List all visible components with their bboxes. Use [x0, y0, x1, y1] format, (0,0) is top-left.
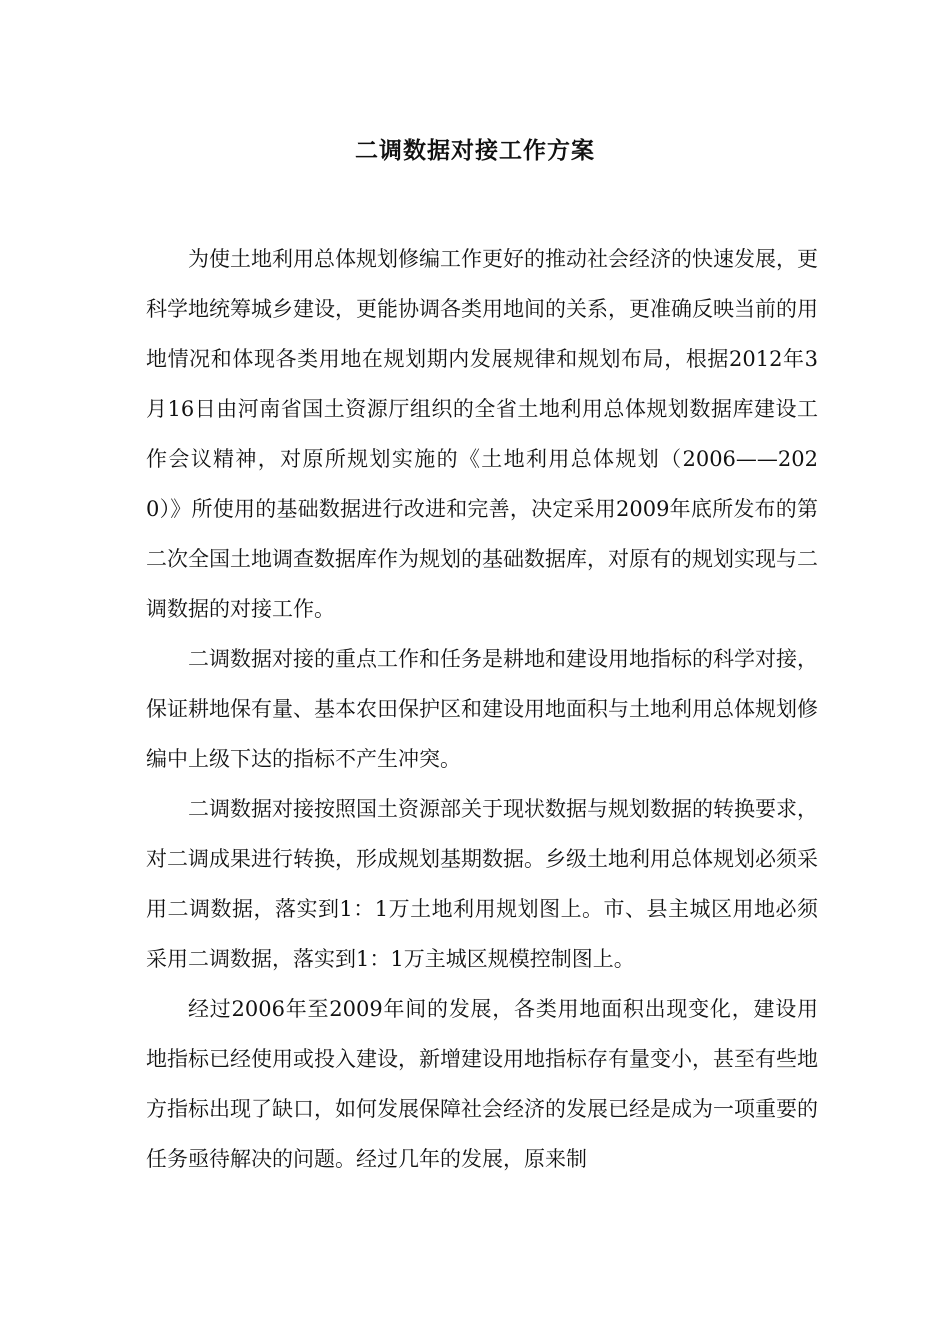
document-body: [146, 234, 818, 1184]
paragraph-4: 经过2006年至2009年间的发展，各类用地面积出现变化，建设用地指标已经使用或投入建设，新增建设用地指标存有量变小，甚至有些地方指标出现了缺口，如何发展保障社会经济的发展已经是成为一项重要的任务亟待解决的问题。经过几年的发展，原来制: [146, 997, 818, 1171]
paragraph-2: 二调数据对接的重点工作和任务是耕地和建设用地指标的科学对接，保证耕地保有量、基本农田保护区和建设用地面积与土地利用总体规划修编中上级下达的指标不产生冲突。: [146, 647, 818, 771]
paragraph-3: 二调数据对接按照国土资源部关于现状数据与规划数据的转换要求，对二调成果进行转换，形成规划基期数据。乡级土地利用总体规划必须采用二调数据，落实到1：1万土地利用规划图上。市、县主城区用地必须采用二调数据，落实到1：1万主城区规模控制图上。: [146, 797, 818, 971]
document-title: 二调数据对接工作方案: [355, 138, 595, 164]
paragraph-1: 为使土地利用总体规划修编工作更好的推动社会经济的快速发展，更科学地统筹城乡建设，更能协调各类用地间的关系，更准确反映当前的用地情况和体现各类用地在规划期内发展规律和规划布局，根据2012年3月16日由河南省国土资源厅组织的全省土地利用总体规划数据库建设工作会议精神，对原所规划实施的《土地利用总体规划（2006——2020）》所使用的基础数据进行改进和完善，决定采用2009年底所发布的第二次全国土地调查数据库作为规划的基础数据库，对原有的规划实现与二调数据的对接工作。: [146, 247, 818, 621]
